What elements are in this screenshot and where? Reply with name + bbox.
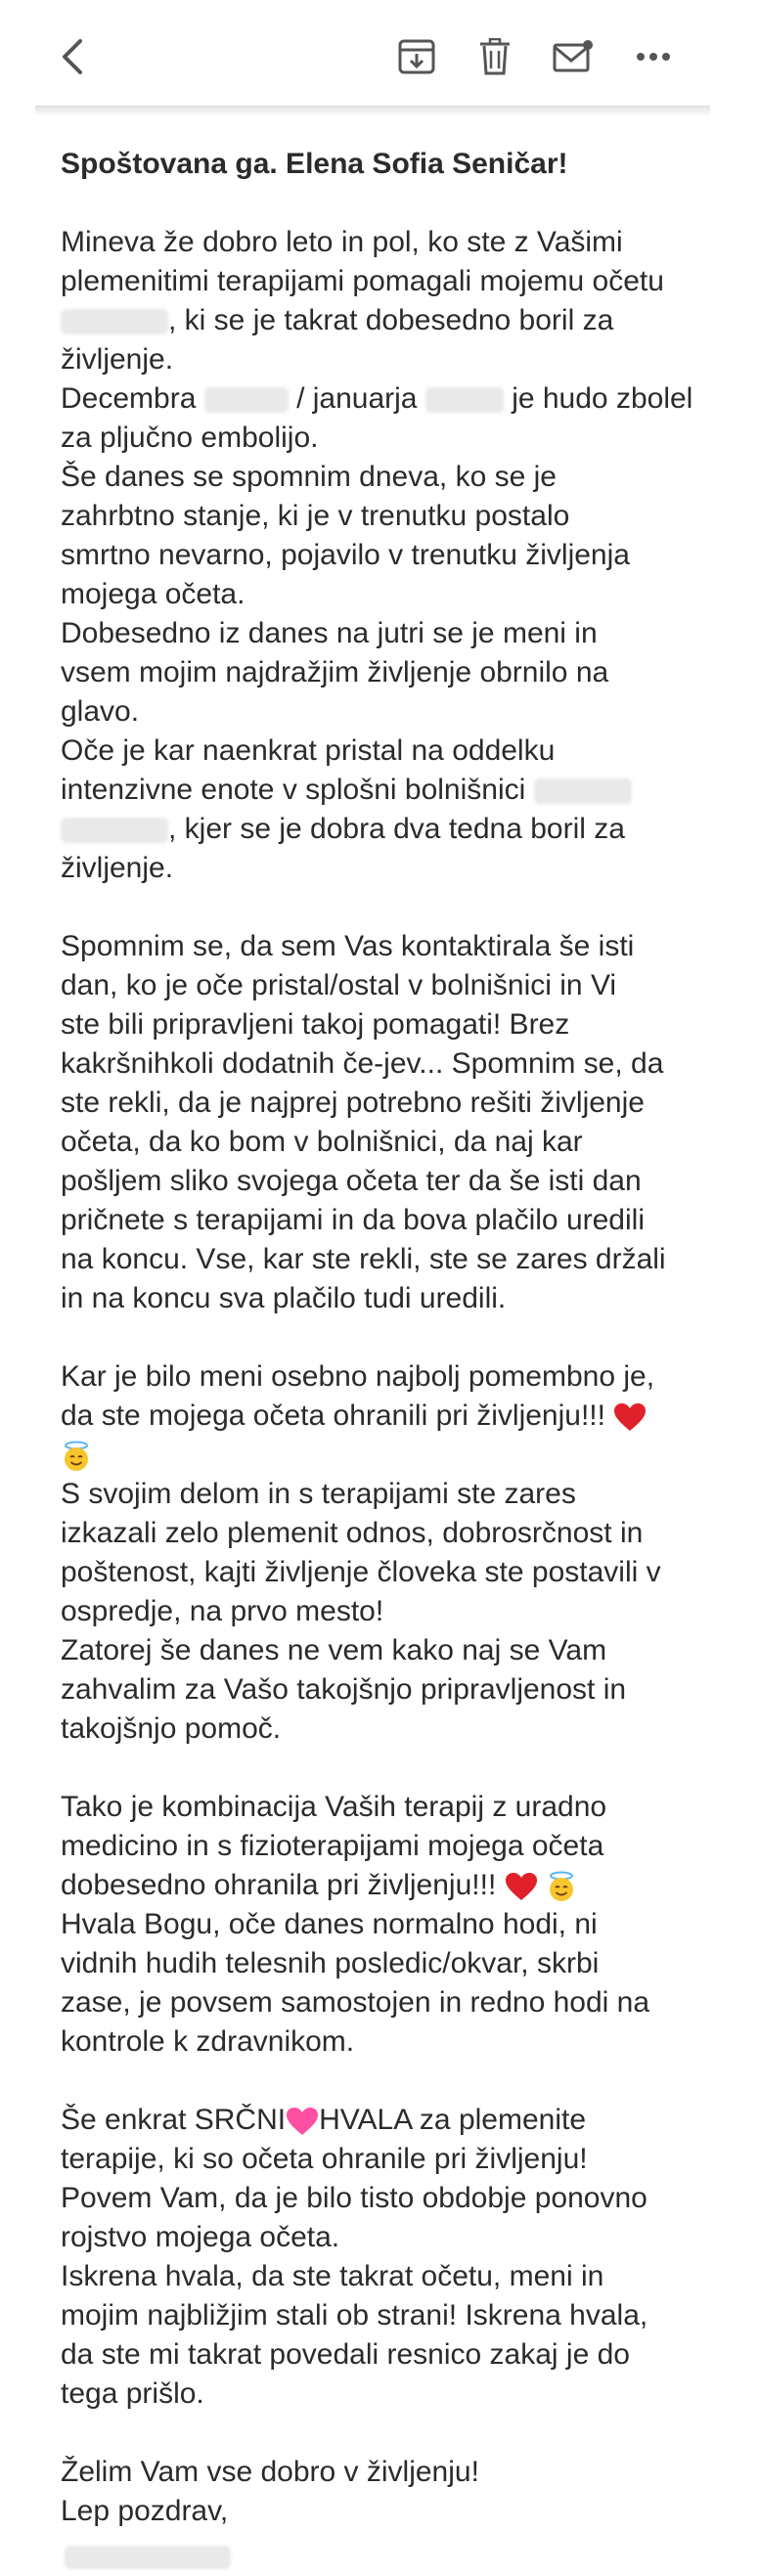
paragraph-4 — [61, 1788, 736, 2062]
pink-heart-icon — [286, 2107, 319, 2136]
text-line: in na koncu sva plačilo tudi uredili. — [61, 1282, 507, 1314]
text-line: pošljem sliko svojega očeta ter da še isti dan — [61, 1165, 642, 1197]
closing — [61, 2453, 736, 2531]
text-line: kontrole k zdravnikom. — [61, 2025, 355, 2058]
text-line: Mineva že dobro leto in pol, ko ste z Vašimi — [61, 226, 623, 258]
redacted-signature — [65, 2546, 231, 2569]
text-line — [61, 771, 736, 810]
text-line: glavo. — [61, 695, 140, 728]
text-line: S svojim delom in s terapijami ste zares — [61, 1478, 576, 1510]
text-line: Povem Vam, da je bilo tisto obdobje ponovno — [61, 2182, 647, 2214]
text-line — [61, 1436, 736, 1475]
text-line: ste bili pripravljeni takoj pomagati! Brez — [61, 1008, 570, 1041]
archive-icon — [398, 39, 435, 74]
redacted-name — [61, 309, 168, 334]
text-fragment: , ki se je takrat dobesedno boril za — [168, 304, 614, 336]
text-fragment: , kjer se je dobra dva tedna boril za — [168, 813, 625, 845]
paragraph-5 — [61, 2101, 736, 2414]
email-toolbar — [0, 0, 759, 108]
text-line — [61, 1397, 736, 1436]
text-line: življenje. — [61, 343, 174, 376]
archive-button[interactable] — [389, 29, 444, 84]
text-line: Dobesedno iz danes na jutri se je meni in — [61, 617, 598, 649]
trash-button[interactable] — [468, 29, 522, 84]
text-line: kakršnihkoli dodatnih če-jev... Spomnim se, da — [61, 1047, 664, 1080]
text-line — [61, 1866, 736, 1905]
text-line: pričnete s terapijami in da bova plačilo uredili — [61, 1204, 645, 1236]
text-line — [61, 379, 736, 419]
text-line: dan, ko je oče pristal/ostal v bolnišnici in Vi — [61, 969, 617, 1001]
redacted-year — [204, 387, 289, 413]
red-heart-icon — [613, 1402, 647, 1432]
text-line: mojim najbližjim stali ob strani! Iskrena hvala, — [61, 2299, 648, 2332]
paragraph-2 — [61, 927, 736, 1318]
text-fragment: Še enkrat SRČNI — [61, 2104, 287, 2136]
email-greeting: Spoštovana ga. Elena Sofia Seničar! — [61, 148, 568, 180]
smiling-face-with-halo-icon — [546, 1871, 577, 1902]
text-line: rojstvo mojega očeta. — [61, 2221, 340, 2253]
text-line: zahvalim za Vašo takojšnjo pripravljenost in — [61, 1673, 627, 1706]
text-line: Še danes se spomnim dneva, ko se je — [61, 461, 557, 493]
text-line: ospredje, na prvo mesto! — [61, 1595, 384, 1627]
text-line: vidnih hudih telesnih posledic/okvar, skrbi — [61, 1947, 600, 1979]
text-line: Zatorej še danes ne vem kako naj se Vam — [61, 1634, 607, 1666]
text-fragment: HVALA za plemenite — [319, 2104, 587, 2136]
red-heart-icon — [505, 1872, 538, 1901]
text-line: življenje. — [61, 852, 174, 884]
more-options-button[interactable] — [626, 29, 681, 84]
text-line: izkazali zelo plemenit odnos, dobrosrčnost in — [61, 1517, 644, 1549]
text-line — [61, 301, 736, 340]
text-line: Kar je bilo meni osebno najbolj pomembno je, — [61, 1360, 655, 1393]
text-line: smrtno nevarno, pojavilo v trenutku življenja — [61, 539, 630, 571]
text-line: takojšnjo pomoč. — [61, 1712, 282, 1745]
text-line: Spomnim se, da sem Vas kontaktirala še isti — [61, 930, 635, 962]
text-line: plemenitimi terapijami pomagali mojemu očetu — [61, 265, 664, 297]
text-line: Iskrena hvala, da ste takrat očetu, meni in — [61, 2260, 604, 2292]
text-line — [61, 810, 736, 849]
mark-unread-button[interactable] — [546, 29, 601, 84]
text-line: medicino in s fizioterapijami mojega očeta — [61, 1830, 604, 1862]
redacted-location — [534, 778, 632, 804]
text-line — [61, 2101, 736, 2140]
text-line: zase, je povsem samostojen in redno hodi na — [61, 1986, 650, 2019]
text-fragment: dobesedno ohranila pri življenju!!! — [61, 1869, 497, 1901]
text-fragment: da ste mojega očeta ohranili pri življenju!!! — [61, 1399, 605, 1432]
smiling-face-with-halo-icon — [61, 1441, 92, 1472]
text-fragment: / januarja — [296, 382, 418, 415]
text-line: Želim Vam vse dobro v življenju! — [61, 2456, 479, 2488]
paragraph-1 — [61, 223, 736, 888]
text-fragment: Decembra — [61, 382, 197, 415]
text-line: Tako je kombinacija Vaših terapij z uradno — [61, 1791, 607, 1823]
trash-icon — [478, 38, 512, 75]
text-line: Hvala Bogu, oče danes normalno hodi, ni — [61, 1908, 598, 1940]
more-dots-icon — [636, 52, 671, 62]
chevron-left-icon — [59, 37, 86, 76]
text-line: Lep pozdrav, — [61, 2495, 229, 2527]
text-line: za pljučno embolijo. — [61, 422, 319, 454]
text-line: Oče je kar naenkrat pristal na oddelku — [61, 734, 556, 767]
text-line: poštenost, kajti življenje človeka ste postavili v — [61, 1556, 661, 1588]
redacted-year — [425, 387, 504, 413]
text-line: očeta, da ko bom v bolnišnici, da naj kar — [61, 1126, 583, 1158]
text-line: na koncu. Vse, kar ste rekli, ste se zares držali — [61, 1243, 666, 1275]
paragraph-3 — [61, 1357, 736, 1749]
text-line: mojega očeta. — [61, 578, 246, 610]
toolbar-divider — [35, 106, 710, 116]
mail-unread-icon — [553, 39, 594, 74]
text-line: vsem mojim najdražjim življenje obrnilo na — [61, 656, 609, 688]
text-line: zahrbtno stanje, ki je v trenutku postalo — [61, 500, 570, 532]
redacted-location — [61, 818, 168, 843]
text-line: ste rekli, da je najprej potrebno rešiti življenje — [61, 1087, 645, 1119]
back-button[interactable] — [45, 29, 100, 84]
text-line: tega prišlo. — [61, 2377, 204, 2410]
email-body — [61, 145, 736, 2576]
text-fragment: intenzivne enote v splošni bolnišnici — [61, 774, 526, 806]
text-line: da ste mi takrat povedali resnico zakaj je do — [61, 2338, 630, 2371]
text-fragment: je hudo zbolel — [512, 382, 693, 415]
text-line: terapije, ki so očeta ohranile pri življenju! — [61, 2143, 588, 2175]
